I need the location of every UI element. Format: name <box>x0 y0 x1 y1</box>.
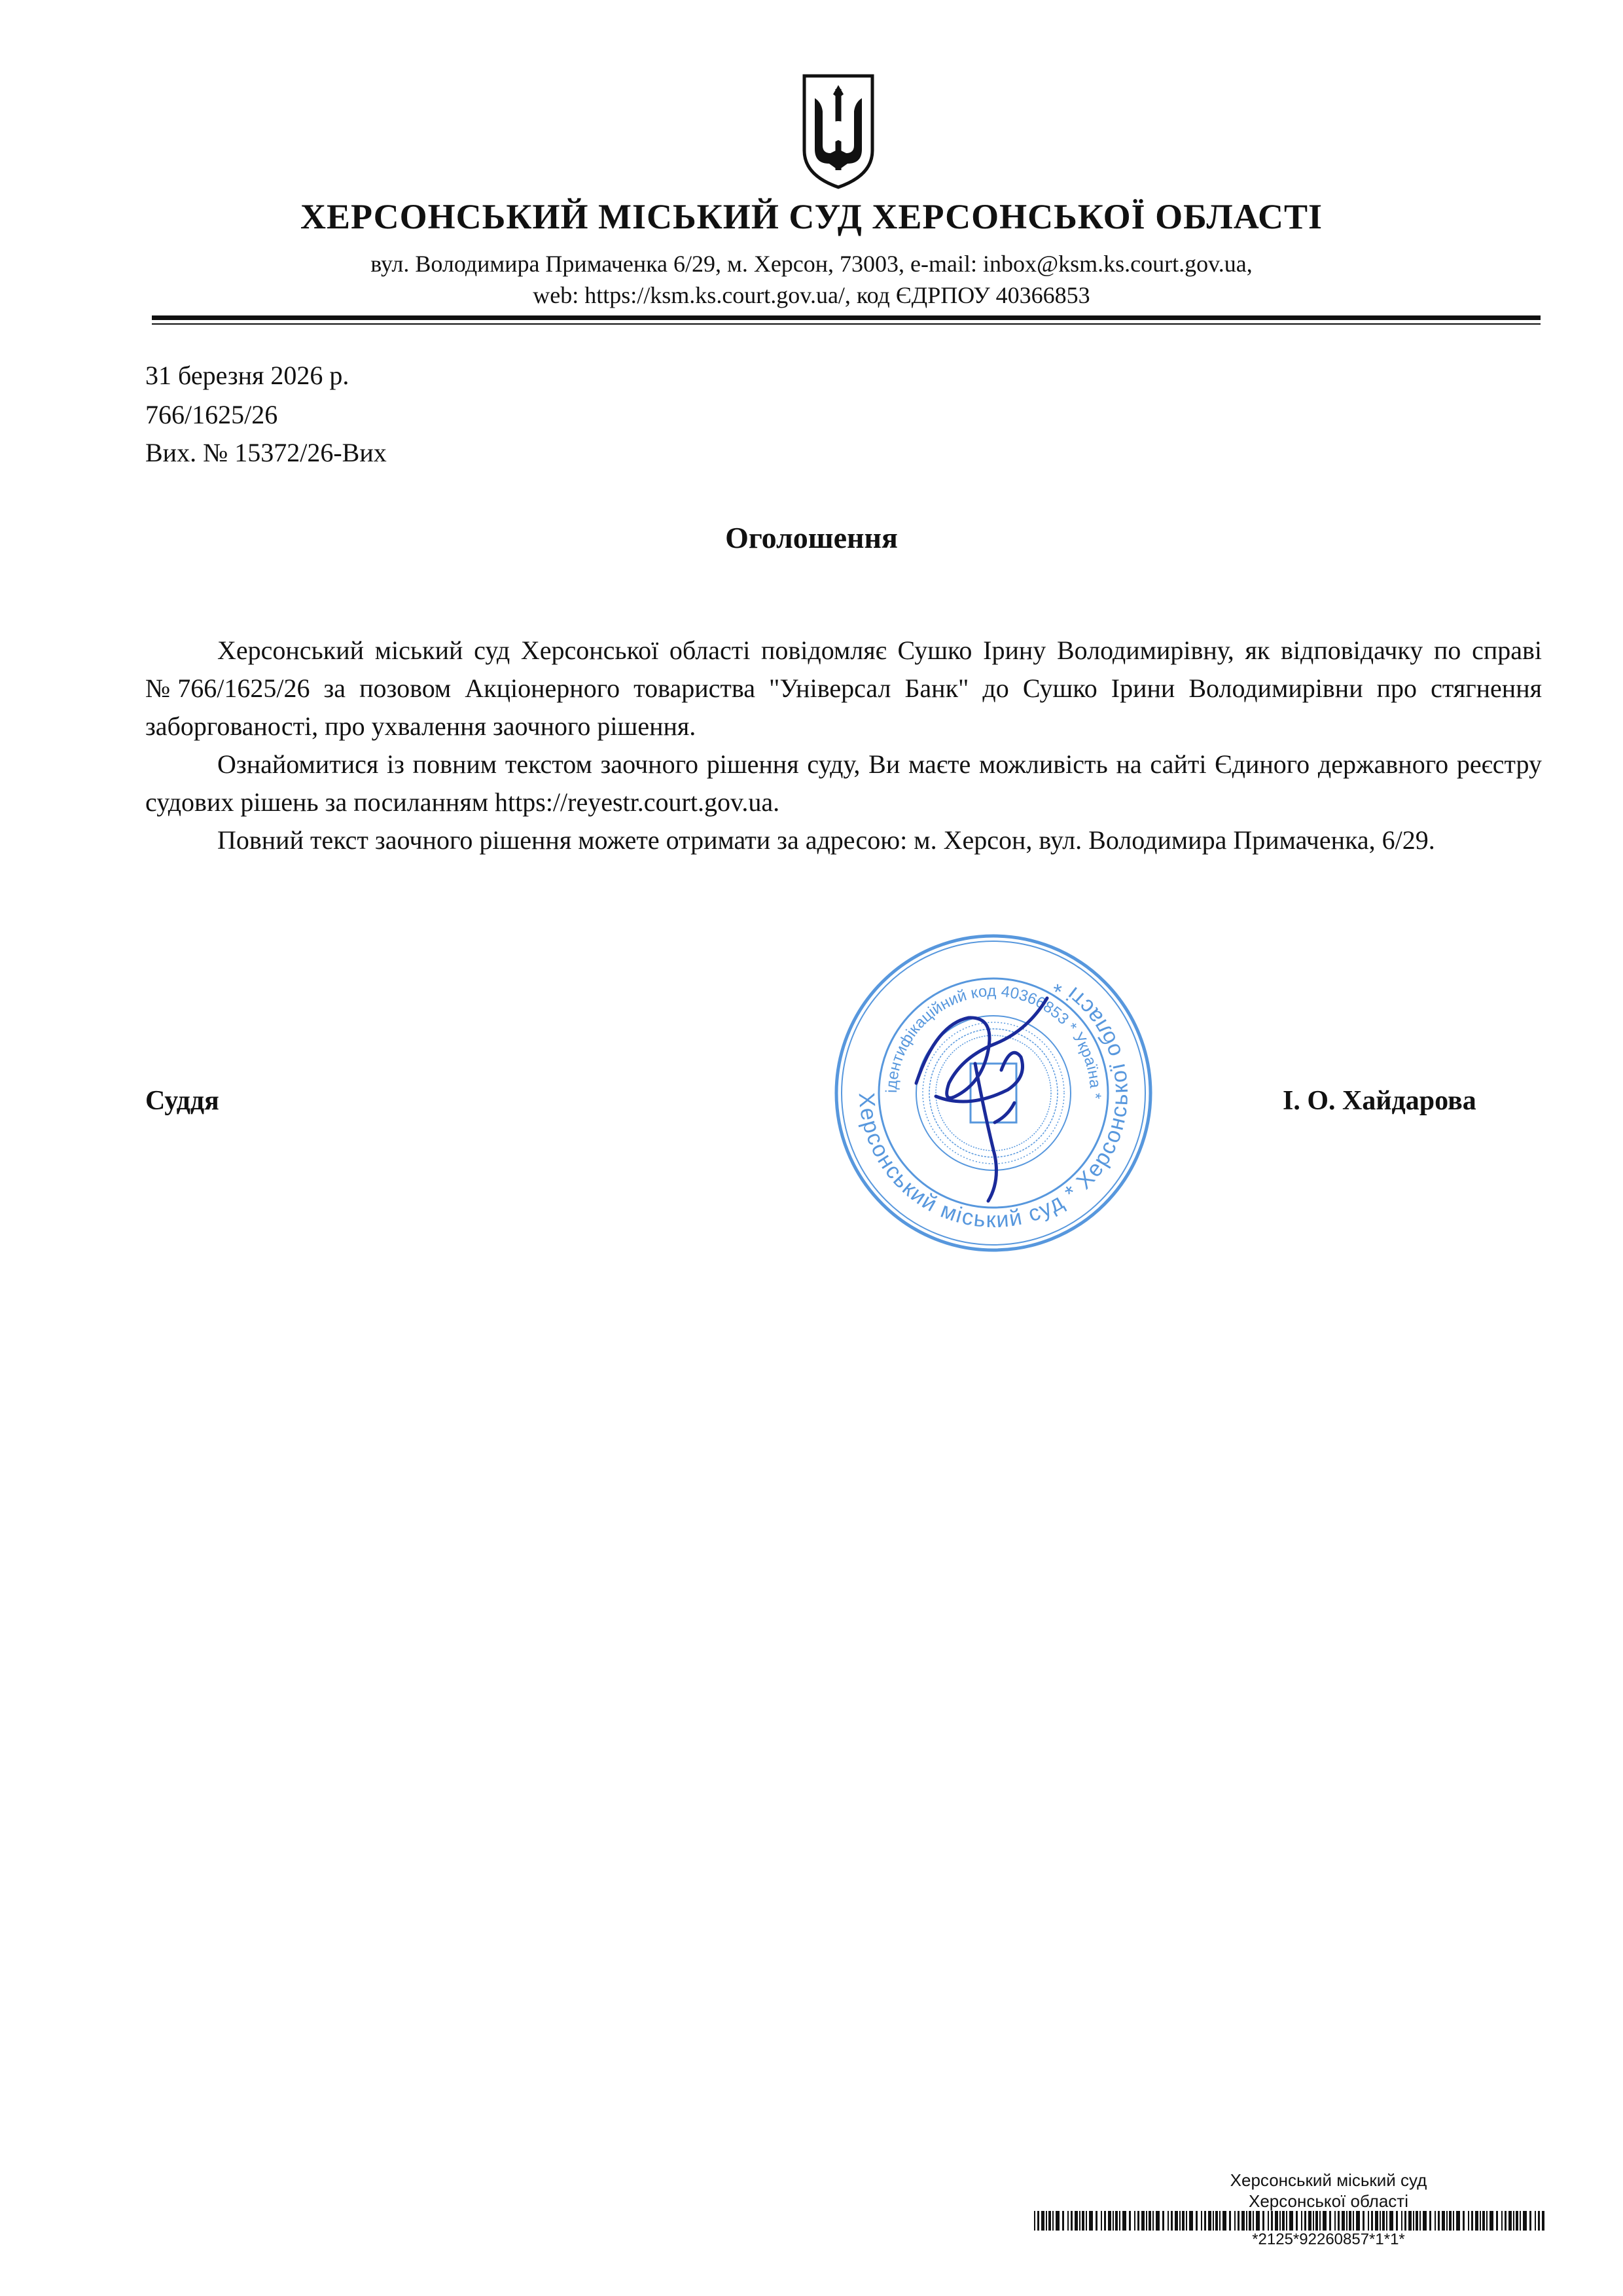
court-name-heading: ХЕРСОНСЬКИЙ МІСЬКИЙ СУД ХЕРСОНСЬКОЇ ОБЛАСТІ <box>300 197 1323 236</box>
court-web-and-code: web: https://ksm.ks.court.gov.ua/, код ЄДРПОУ 40366853 <box>533 282 1090 308</box>
coat-of-arms-icon <box>800 72 876 190</box>
judge-title: Суддя <box>145 1086 219 1116</box>
court-address: вул. Володимира Примаченка 6/29, м. Херсон, 73003, e-mail: inbox@ksm.ks.court.gov.ua, <box>370 251 1253 277</box>
seal-outer-text: Херсонський міський суд * Херсонської області * <box>853 971 1133 1233</box>
handwritten-signature <box>897 985 1067 1208</box>
document-title: Оголошення <box>725 521 898 554</box>
body-paragraph: Повний текст заочного рішення можете отримати за адресою: м. Херсон, вул. Володимира Примаченка, 6/29. <box>217 825 1435 855</box>
outgoing-number: Вих. № 15372/26-Вих <box>145 438 387 467</box>
case-number: 766/1625/26 <box>145 400 278 429</box>
footer-court-name: Херсонський міський суд <box>1230 2170 1427 2190</box>
body-paragraph: Херсонський міський суд Херсонської області повідомляє Сушко Ірину Володимирівну, як відповідачку по справі №766/1625/26 за позовом Акціонерного товариства "Універсал Банк" до Сушко Ірини Володимирівни про стягнення заборгованості, про ухвалення заочного рішення. <box>145 636 1542 741</box>
seal-inner-text: ідентифікаційний код 40366853 * Україна * <box>882 982 1105 1100</box>
document-date: 31 березня 2026 р. <box>145 361 349 390</box>
judge-name: І. О. Хайдарова <box>1283 1086 1476 1116</box>
announcement-body <box>145 632 1542 859</box>
footer-court-region: Херсонської області <box>1249 2191 1408 2211</box>
header-divider-thin <box>152 323 1541 325</box>
header-divider <box>152 315 1541 320</box>
body-paragraph: Ознайомитися із повним текстом заочного рішення суду, Ви маєте можливість на сайті Єдиного державного реєстру судових рішень за посиланням https://reyestr.court.gov.ua. <box>145 749 1542 817</box>
barcode <box>1034 2211 1544 2231</box>
barcode-number: *2125*92260857*1*1* <box>1252 2231 1405 2248</box>
